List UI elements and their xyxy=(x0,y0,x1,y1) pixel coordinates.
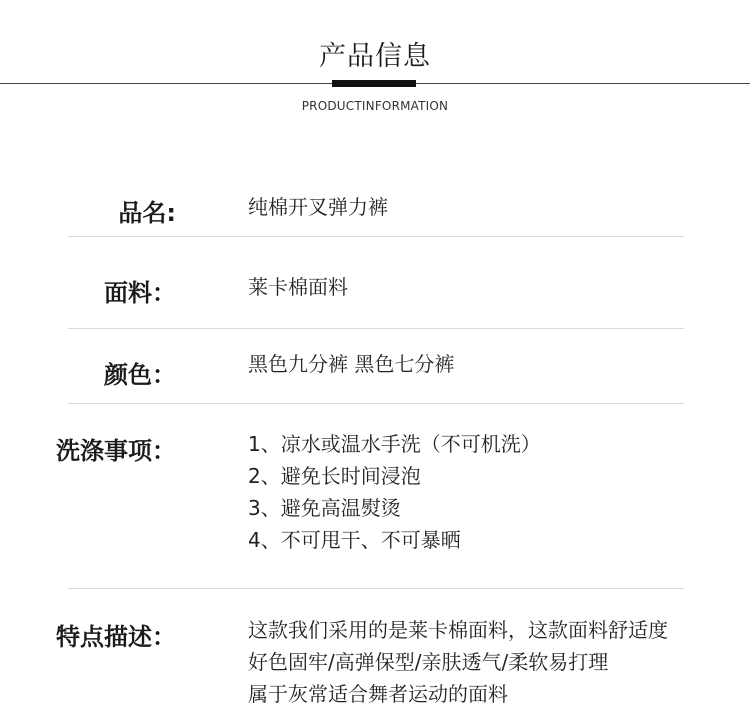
row-label-name: 品名: xyxy=(118,199,176,227)
row-label-features: 特点描述： xyxy=(56,623,176,651)
value-line: 这款我们采用的是莱卡棉面料，这款面料舒适度 xyxy=(248,618,668,642)
value-line: 属于灰常适合舞者运动的面料 xyxy=(248,682,508,706)
value-line: 好色固牢/高弹保型/亲肤透气/柔软易打理 xyxy=(248,650,609,674)
value-line: 2、避免长时间浸泡 xyxy=(248,464,421,488)
value-line: 莱卡棉面料 xyxy=(248,275,348,299)
row-label-color: 颜色： xyxy=(104,361,176,389)
header-accent-bar xyxy=(332,80,416,87)
section-title: 产品信息 xyxy=(319,41,431,72)
row-value-fabric xyxy=(248,271,348,303)
value-line: 3、避免高温熨烫 xyxy=(248,496,401,520)
value-line: 4、不可甩干、不可暴晒 xyxy=(248,528,461,552)
section-subtitle: PRODUCTINFORMATION xyxy=(301,99,449,113)
row-divider xyxy=(68,328,684,329)
row-value-washing xyxy=(248,428,541,556)
value-line: 纯棉开叉弹力裤 xyxy=(248,195,388,219)
row-value-features xyxy=(248,614,668,710)
value-line: 1、凉水或温水手洗（不可机洗） xyxy=(248,432,541,456)
row-value-name xyxy=(248,191,388,223)
row-divider xyxy=(68,403,684,404)
row-label-fabric: 面料： xyxy=(104,279,176,307)
row-divider xyxy=(68,236,684,237)
value-line: 黑色九分裤 黑色七分裤 xyxy=(248,352,455,376)
row-divider xyxy=(68,588,684,589)
row-value-color xyxy=(248,348,454,380)
row-label-washing: 洗涤事项： xyxy=(56,437,176,465)
